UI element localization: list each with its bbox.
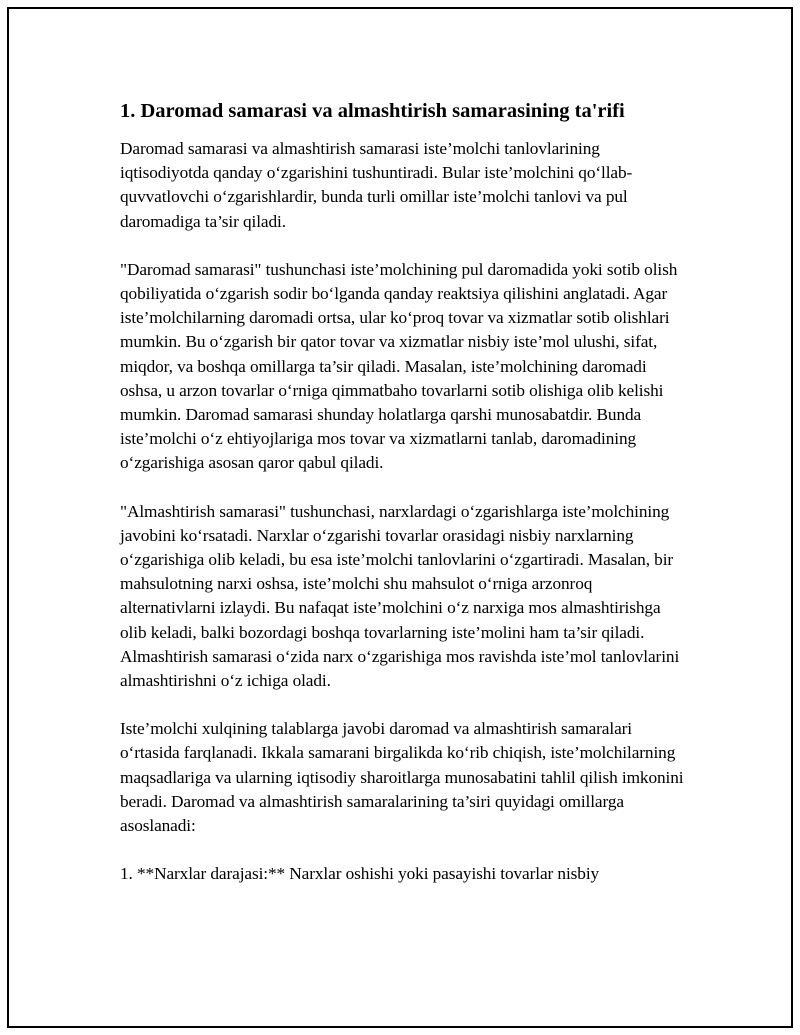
list-item-price-level: 1. **Narxlar darajasi:** Narxlar oshishi yoki pasayishi tovarlar nisbiy bbox=[120, 864, 600, 884]
page-frame bbox=[7, 7, 793, 1028]
document-body bbox=[120, 97, 690, 910]
paragraph-consumer-behavior: Iste’molchi xulqining talablarga javobi daromad va almashtirish samaralari o‘rtasida farqlanadi. Ikkala samarani birgalikda ko‘rib chiqish, iste’molchilarning maqsadlariga va ularning iqtisodiy sharoitlarga munosabatini tahlil qilish imkonini beradi. Daromad va almashtirish samaralarining ta’siri quyidagi omillarga asoslanadi: bbox=[120, 719, 684, 836]
section-heading: 1. Daromad samarasi va almashtirish samarasining ta'rifi bbox=[120, 100, 625, 122]
paragraph-income-effect: "Daromad samarasi" tushunchasi iste’molchining pul daromadida yoki sotib olish qobiliyatida o‘zgarish sodir bo‘lganda qanday reaktsiya qilishini anglatadi. Agar iste’molchilarning daromadi ortsa, ular ko‘proq tovar va xizmatlar sotib olishlari mumkin. Bu o‘zgarish bir qator tovar va xizmatlar nisbiy iste’mol ulushi, sifat, miqdor, va boshqa omillarga ta’sir qiladi. Masalan, iste’molchining daromadi oshsa, u arzon tovarlar o‘rniga qimmatbaho tovarlarni sotib olishiga olib kelishi mumkin. Daromad samarasi shunday holatlarga qarshi munosabatdir. Bunda iste’molchi o‘z ehtiyojlariga mos tovar va xizmatlarni tanlab, daromadining o‘zgarishiga asosan qaror qabul qiladi. bbox=[120, 259, 678, 473]
paragraph-substitution-effect: "Almashtirish samarasi" tushunchasi, narxlardagi o‘zgarishlarga iste’molchining javobini ko‘rsatadi. Narxlar o‘zgarishi tovarlar orasidagi nisbiy narxlarning o‘zgarishiga olib keladi, bu esa iste’molchi tanlovlarini o‘zgartiradi. Masalan, bir mahsulotning narxi oshsa, iste’molchi shu mahsulot o‘rniga arzonroq alternativlarni izlaydi. Bu nafaqat iste’molchini o‘z narxiga mos almashtirishga olib keladi, balki bozordagi boshqa tovarlarning iste’molini ham ta’sir qiladi. Almashtirish samarasi o‘zida narx o‘zgarishiga mos ravishda iste’mol tanlovlarini almashtirishni o‘z ichiga oladi. bbox=[120, 501, 680, 691]
paragraph-intro: Daromad samarasi va almashtirish samarasi iste’molchi tanlovlarining iqtisodiyotda qanday o‘zgarishini tushuntiradi. Bular iste’molchini qo‘llab-quvvatlovchi o‘zgarishlardir, bunda turli omillar iste’molchi tanlovi va pul daromadiga ta’sir qiladi. bbox=[120, 139, 633, 231]
